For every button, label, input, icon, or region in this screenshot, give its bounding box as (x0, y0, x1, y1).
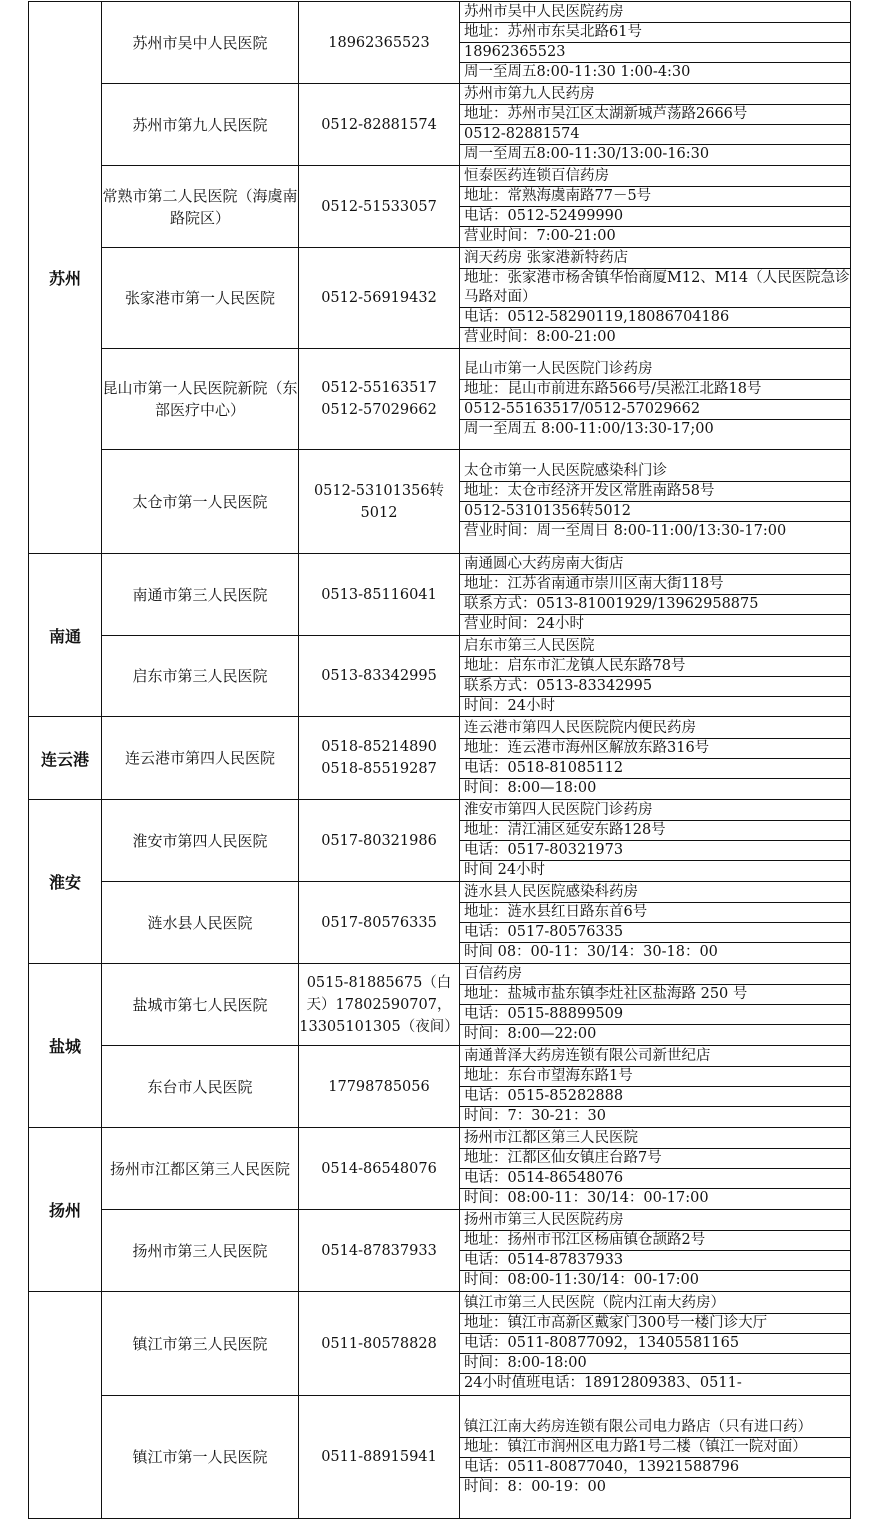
pharmacy-info-line: 周一至周五8:00-11:30 1:00-4:30 (464, 64, 691, 80)
pharmacy-info-cell (460, 2, 851, 84)
pharmacy-info-line: 扬州市第三人民医院药房 (460, 1211, 850, 1231)
pharmacy-info-cell (460, 800, 851, 882)
pharmacy-info-line: 地址：太仓市经济开发区常胜南路58号 (460, 482, 850, 502)
pharmacy-info-line: 恒泰医药连锁百信药房 (460, 167, 850, 187)
city-cell: 扬州 (29, 1128, 102, 1292)
city-cell: 苏州 (29, 2, 102, 554)
pharmacy-info-line: 地址：常熟海虞南路77－5号 (460, 187, 850, 207)
hospital-phone-cell: 0512-82881574 (299, 84, 460, 166)
pharmacy-info-cell (460, 717, 851, 800)
hospital-name-cell: 连云港市第四人民医院 (102, 717, 299, 800)
hospital-phone-cell: 0512-53101356转5012 (299, 450, 460, 554)
hospital-name-cell: 涟水县人民医院 (102, 882, 299, 964)
hospital-name-cell: 扬州市第三人民医院 (102, 1210, 299, 1292)
table-row (29, 1128, 851, 1210)
table-row (29, 349, 851, 450)
hospital-phone-cell: 0511-80578828 (299, 1292, 460, 1396)
hospital-pharmacy-table (28, 1, 851, 1519)
pharmacy-info-line: 24小时值班电话：18912809383、0511- (464, 1375, 742, 1391)
hospital-name-cell: 张家港市第一人民医院 (102, 248, 299, 349)
pharmacy-info-line: 地址：东台市望海东路1号 (460, 1067, 850, 1087)
hospital-phone-cell: 18962365523 (299, 2, 460, 84)
pharmacy-info-line: 电话：0517-80321973 (460, 841, 850, 861)
hospital-phone-cell: 0517-80576335 (299, 882, 460, 964)
pharmacy-info-line: 0512-53101356转5012 (460, 502, 850, 522)
pharmacy-info-cell (460, 248, 851, 349)
hospital-name-cell: 常熟市第二人民医院（海虞南路院区） (102, 166, 299, 248)
city-cell: 淮安 (29, 800, 102, 964)
table-row (29, 84, 851, 166)
pharmacy-info-line: 时间：08:00-11:30/14：00-17:00 (464, 1272, 699, 1288)
hospital-phone-cell: 0517-80321986 (299, 800, 460, 882)
table-row (29, 166, 851, 248)
pharmacy-info-line: 南通圆心大药房南大街店 (460, 555, 850, 575)
pharmacy-info-line: 营业时间：8:00-21:00 (464, 329, 616, 345)
hospital-phone-cell: 0512-55163517 0512-57029662 (299, 349, 460, 450)
pharmacy-info-cell (460, 1128, 851, 1210)
table-row (29, 450, 851, 554)
pharmacy-info-line: 昆山市第一人民医院门诊药房 (460, 360, 850, 380)
pharmacy-info-cell (460, 636, 851, 717)
hospital-name-cell: 盐城市第七人民医院 (102, 964, 299, 1046)
city-cell: 连云港 (29, 717, 102, 800)
pharmacy-info-line: 地址：江苏省南通市崇川区南大街118号 (460, 575, 850, 595)
pharmacy-info-line: 时间：8:00—18:00 (464, 779, 597, 796)
table-row (29, 636, 851, 717)
table-row (29, 1292, 851, 1396)
pharmacy-info-line: 时间：8:00-18:00 (460, 1354, 850, 1374)
pharmacy-info-cell (460, 964, 851, 1046)
pharmacy-info-line: 润天药房 张家港新特药店 (460, 249, 850, 269)
pharmacy-info-line: 地址：启东市汇龙镇人民东路78号 (460, 657, 850, 677)
table-row (29, 248, 851, 349)
hospital-phone-cell: 0513-85116041 (299, 554, 460, 636)
pharmacy-info-line: 启东市第三人民医院 (460, 637, 850, 657)
pharmacy-info-line: 地址：昆山市前进东路566号/吴淞江北路18号 (460, 380, 850, 400)
pharmacy-info-line: 地址：苏州市东吴北路61号 (460, 23, 850, 43)
pharmacy-info-line: 扬州市江都区第三人民医院 (460, 1129, 850, 1149)
table-row (29, 1210, 851, 1292)
pharmacy-info-line: 时间：8:00—22:00 (464, 1026, 597, 1042)
pharmacy-info-cell (460, 554, 851, 636)
table-row (29, 717, 851, 800)
hospital-phone-cell: 17798785056 (299, 1046, 460, 1128)
pharmacy-info-line: 地址：镇江市高新区戴家门300号一楼门诊大厅 (460, 1314, 850, 1334)
pharmacy-info-line: 镇江江南大药房连锁有限公司电力路店（只有进口药） (460, 1418, 850, 1438)
table-row (29, 554, 851, 636)
pharmacy-info-line: 电话：0514-87837933 (460, 1251, 850, 1271)
hospital-phone-cell: 0513-83342995 (299, 636, 460, 717)
hospital-name-cell: 苏州市第九人民医院 (102, 84, 299, 166)
table-row (29, 882, 851, 964)
hospital-phone-cell: 0512-56919432 (299, 248, 460, 349)
hospital-name-cell: 东台市人民医院 (102, 1046, 299, 1128)
hospital-phone-cell: 0514-87837933 (299, 1210, 460, 1292)
hospital-phone-cell: 0514-86548076 (299, 1128, 460, 1210)
hospital-name-cell: 淮安市第四人民医院 (102, 800, 299, 882)
hospital-phone-cell: 0512-51533057 (299, 166, 460, 248)
hospital-name-cell: 昆山市第一人民医院新院（东部医疗中心） (102, 349, 299, 450)
pharmacy-info-cell (460, 84, 851, 166)
pharmacy-info-line: 18962365523 (460, 43, 850, 63)
pharmacy-info-line: 地址：清江浦区延安东路128号 (460, 821, 850, 841)
pharmacy-info-line: 电话：0515-85282888 (460, 1087, 850, 1107)
pharmacy-info-line: 地址：张家港市杨舍镇华怡商厦M12、M14（人民医院急诊马路对面） (460, 269, 850, 308)
pharmacy-info-line: 时间 24小时 (464, 862, 546, 878)
pharmacy-info-line: 联系方式：0513-83342995 (460, 677, 850, 697)
table-body (29, 2, 851, 1519)
city-cell: 南通 (29, 554, 102, 717)
pharmacy-info-line: 镇江市第三人民医院（院内江南大药房） (460, 1294, 850, 1314)
pharmacy-info-line: 百信药房 (460, 965, 850, 985)
pharmacy-info-line: 电话：0518-81085112 (460, 759, 850, 779)
city-cell (29, 1292, 102, 1519)
pharmacy-info-line: 时间 08：00-11：30/14：30-18：00 (464, 944, 718, 960)
pharmacy-info-line: 营业时间：周一至周日 8:00-11:00/13:30-17:00 (464, 523, 787, 539)
pharmacy-info-line: 联系方式：0513-81001929/13962958875 (460, 595, 850, 615)
pharmacy-info-line: 地址：盐城市盐东镇李灶社区盐海路 250 号 (460, 985, 850, 1005)
pharmacy-info-line: 电话：0512-52499990 (460, 207, 850, 227)
hospital-name-cell: 启东市第三人民医院 (102, 636, 299, 717)
pharmacy-info-line: 时间：8：00-19：00 (464, 1478, 606, 1495)
pharmacy-info-line: 电话：0517-80576335 (460, 923, 850, 943)
pharmacy-info-line: 电话：0511-80877092，13405581165 (460, 1334, 850, 1354)
pharmacy-info-line: 时间：7：30-21：30 (464, 1108, 606, 1124)
hospital-name-cell: 镇江市第一人民医院 (102, 1396, 299, 1519)
pharmacy-info-line: 苏州市吴中人民医院药房 (460, 3, 850, 23)
table-row (29, 1396, 851, 1519)
table-row (29, 964, 851, 1046)
pharmacy-info-cell (460, 1396, 851, 1519)
pharmacy-info-cell (460, 1210, 851, 1292)
pharmacy-info-line: 电话：0512-58290119,18086704186 (460, 308, 850, 328)
hospital-name-cell: 南通市第三人民医院 (102, 554, 299, 636)
pharmacy-info-line: 连云港市第四人民医院院内便民药房 (460, 719, 850, 739)
pharmacy-info-line: 电话：0514-86548076 (460, 1169, 850, 1189)
pharmacy-info-cell (460, 1046, 851, 1128)
pharmacy-info-line: 太仓市第一人民医院感染科门诊 (460, 462, 850, 482)
table-row (29, 1046, 851, 1128)
hospital-name-cell: 镇江市第三人民医院 (102, 1292, 299, 1396)
pharmacy-info-cell (460, 1292, 851, 1396)
city-cell: 盐城 (29, 964, 102, 1128)
hospital-name-cell: 扬州市江都区第三人民医院 (102, 1128, 299, 1210)
table-row (29, 2, 851, 84)
pharmacy-info-line: 周一至周五8:00-11:30/13:00-16:30 (464, 146, 710, 162)
pharmacy-info-line: 电话：0515-88899509 (460, 1005, 850, 1025)
pharmacy-info-line: 营业时间：7:00-21:00 (464, 228, 616, 244)
pharmacy-info-line: 电话：0511-80877040，13921588796 (460, 1458, 850, 1478)
pharmacy-info-line: 地址：涟水县红日路东首6号 (460, 903, 850, 923)
pharmacy-info-cell (460, 450, 851, 554)
pharmacy-info-line: 苏州市第九人民药房 (460, 85, 850, 105)
table-row (29, 800, 851, 882)
pharmacy-info-line: 时间：08:00-11：30/14：00-17:00 (464, 1190, 709, 1206)
pharmacy-info-line: 涟水县人民医院感染科药房 (460, 883, 850, 903)
pharmacy-info-cell (460, 166, 851, 248)
pharmacy-info-line: 0512-55163517/0512-57029662 (460, 400, 850, 420)
pharmacy-info-line: 地址：苏州市吴江区太湖新城芦荡路2666号 (460, 105, 850, 125)
pharmacy-info-line: 南通普泽大药房连锁有限公司新世纪店 (460, 1047, 850, 1067)
pharmacy-info-line: 地址：扬州市邗江区杨庙镇仓颉路2号 (460, 1231, 850, 1251)
pharmacy-info-line: 地址：镇江市润州区电力路1号二楼（镇江一院对面） (460, 1438, 850, 1458)
pharmacy-info-line: 0512-82881574 (460, 125, 850, 145)
pharmacy-info-cell (460, 349, 851, 450)
hospital-phone-cell: 0518-85214890 0518-85519287 (299, 717, 460, 800)
hospital-phone-cell: 0515-81885675（白天）17802590707，13305101305（夜间） (299, 964, 460, 1046)
pharmacy-info-line: 周一至周五 8:00-11:00/13:30-17;00 (464, 420, 714, 437)
pharmacy-info-line: 淮安市第四人民医院门诊药房 (460, 801, 850, 821)
pharmacy-info-cell (460, 882, 851, 964)
hospital-phone-cell: 0511-88915941 (299, 1396, 460, 1519)
hospital-name-cell: 苏州市吴中人民医院 (102, 2, 299, 84)
hospital-name-cell: 太仓市第一人民医院 (102, 450, 299, 554)
pharmacy-info-line: 地址：江都区仙女镇庄台路7号 (460, 1149, 850, 1169)
pharmacy-info-line: 地址：连云港市海州区解放东路316号 (460, 739, 850, 759)
pharmacy-info-line: 营业时间：24小时 (464, 616, 584, 632)
pharmacy-info-line: 时间：24小时 (464, 697, 555, 714)
